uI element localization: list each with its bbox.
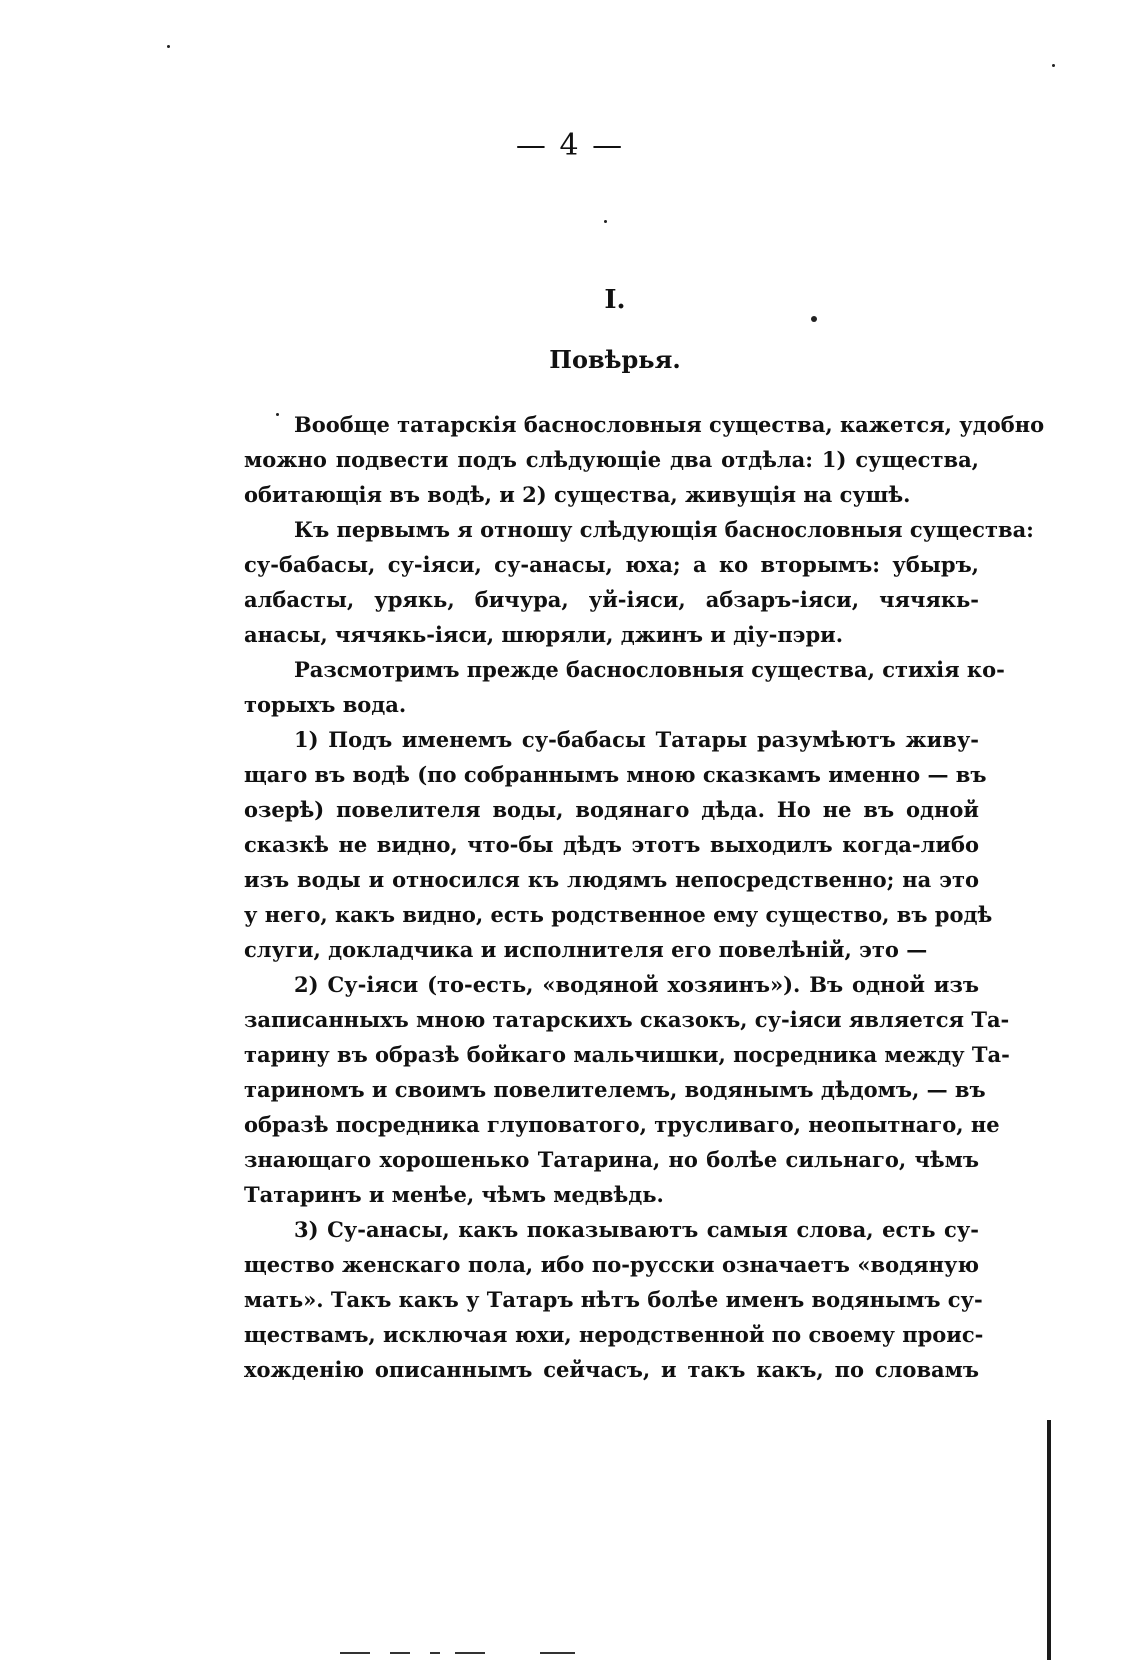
bottom-dash bbox=[455, 1652, 485, 1654]
bottom-dash bbox=[390, 1652, 410, 1654]
section-numeral: I. bbox=[604, 285, 626, 315]
bottom-dash bbox=[430, 1652, 440, 1654]
bottom-dash bbox=[540, 1652, 575, 1654]
scan-speck bbox=[1052, 64, 1055, 67]
text-line: щаго въ водѣ (по собраннымъ мною сказкамъ именно — въ bbox=[244, 762, 987, 787]
text-line: Вообще татарскія баснословныя существа, кажется, удобно bbox=[294, 412, 1045, 437]
text-line: анасы, чячякь-іяси, шюряли, джинъ и діу-пэри. bbox=[244, 622, 844, 647]
text-line: у него, какъ видно, есть родственное ему существо, въ родѣ bbox=[244, 902, 993, 927]
text-line: торыхъ вода. bbox=[244, 692, 407, 717]
text-line: мать». Такъ какъ у Татаръ нѣтъ болѣе именъ водянымъ су- bbox=[244, 1287, 983, 1312]
text-line: знающаго хорошенько Татарина, но болѣе сильнаго, чѣмъ bbox=[244, 1147, 979, 1172]
scan-speck bbox=[811, 316, 817, 322]
text-line: Къ первымъ я отношу слѣдующія баснословныя существа: bbox=[294, 517, 1034, 542]
bottom-dash bbox=[340, 1652, 370, 1654]
text-line: Татаринъ и менѣе, чѣмъ медвѣдь. bbox=[244, 1182, 664, 1207]
text-line: тарину въ образѣ бойкаго мальчишки, посредника между Та- bbox=[244, 1042, 1010, 1067]
text-line: хожденію описаннымъ сейчасъ, и такъ какъ, по словамъ bbox=[244, 1357, 979, 1382]
text-line: слуги, докладчика и исполнителя его повелѣній, это — bbox=[244, 937, 928, 962]
body-text bbox=[244, 407, 1045, 1387]
text-line: обитающія въ водѣ, и 2) существа, живущія на сушѣ. bbox=[244, 482, 911, 507]
text-line: Разсмотримъ прежде баснословныя существа, стихія ко- bbox=[294, 657, 1005, 682]
scan-speck bbox=[167, 45, 170, 48]
section-title: Повѣрья. bbox=[549, 345, 681, 374]
scan-speck bbox=[276, 413, 279, 416]
text-line: су-бабасы, су-іяси, су-анасы, юха; а ко вторымъ: убыръ, bbox=[244, 552, 979, 577]
page-number: — 4 — bbox=[515, 128, 625, 163]
text-line: 3) Су-анасы, какъ показываютъ самыя слова, есть су- bbox=[294, 1217, 979, 1242]
text-line: записанныхъ мною татарскихъ сказокъ, су-іяси является Та- bbox=[244, 1007, 1010, 1032]
edge-mark bbox=[1047, 1420, 1051, 1660]
text-line: озерѣ) повелителя воды, водянаго дѣда. Но не въ одной bbox=[244, 797, 979, 822]
text-line: щество женскаго пола, ибо по-русски означаетъ «водяную bbox=[244, 1252, 979, 1277]
text-line: сказкѣ не видно, что-бы дѣдъ этотъ выходилъ когда-либо bbox=[244, 832, 979, 857]
text-line: изъ воды и относился къ людямъ непосредственно; на это bbox=[244, 867, 979, 892]
text-line: албасты, урякь, бичура, уй-іяси, абзаръ-іяси, чячякь- bbox=[244, 587, 979, 612]
text-line: тариномъ и своимъ повелителемъ, водянымъ дѣдомъ, — въ bbox=[244, 1077, 986, 1102]
text-line: ществамъ, исключая юхи, неродственной по своему проис- bbox=[244, 1322, 984, 1347]
text-line: 1) Подъ именемъ су-бабасы Татары разумѣютъ живу- bbox=[294, 727, 979, 752]
text-line: образѣ посредника глуповатого, трусливаго, неопытнаго, не bbox=[244, 1112, 1000, 1137]
scan-speck bbox=[604, 220, 607, 223]
text-line: 2) Су-іяси (то-есть, «водяной хозяинъ»). Въ одной изъ bbox=[294, 972, 979, 997]
text-line: можно подвести подъ слѣдующіе два отдѣла: 1) существа, bbox=[244, 447, 979, 472]
